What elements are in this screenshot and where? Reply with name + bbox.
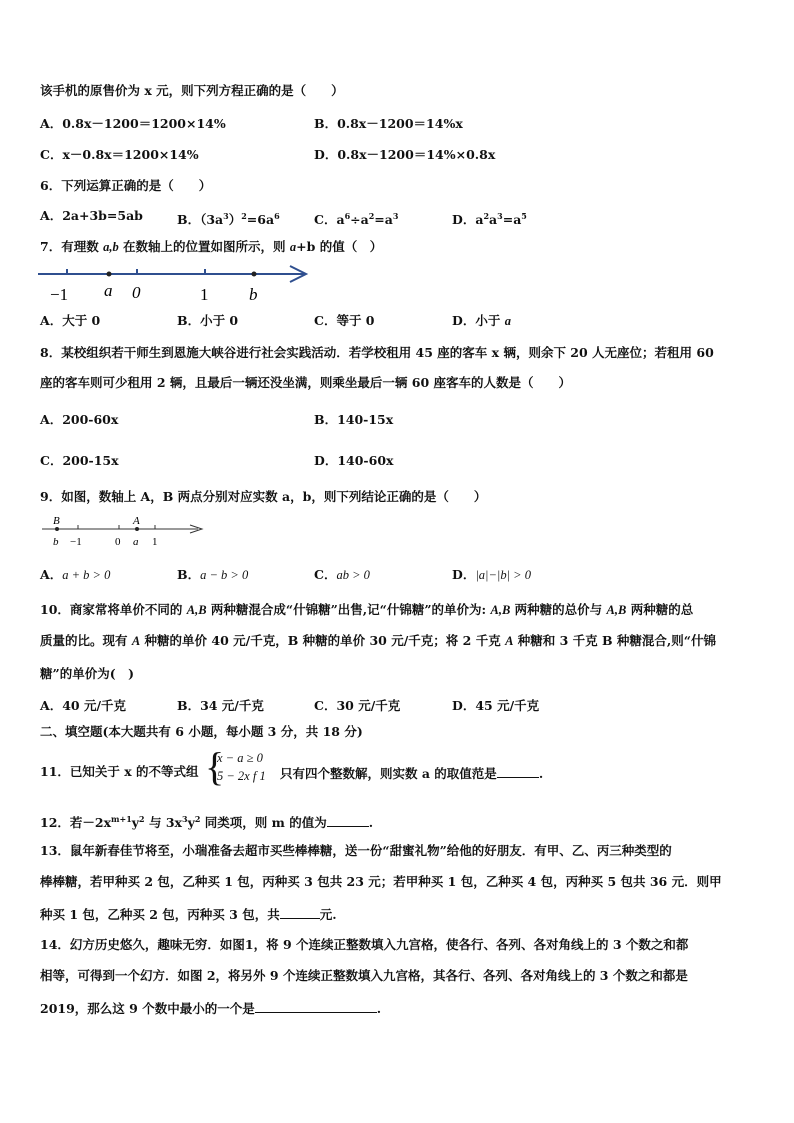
- q9-stem: 9．如图，数轴上 A，B 两点分别对应实数 a，b，则下列结论正确的是（ ）: [40, 489, 487, 504]
- label-0: 0: [115, 536, 121, 548]
- q5-option-d: D．0.8x－1200＝14%×0.8x: [314, 147, 496, 162]
- section-2-heading: 二、填空题(本大题共有 6 小题，每小题 3 分，共 18 分): [40, 724, 363, 739]
- q10-stem-line2: 质量的比。现有 A 种糖的单价 40 元/千克，B 种糖的单价 30 元/千克；将 2 千克 A 种糖和 3 千克 B 种糖混合,则“什锦: [40, 633, 716, 648]
- inequality-1: x − a ≥ 0: [217, 751, 263, 765]
- point-a: [135, 527, 139, 531]
- q5-option-b: B．0.8x－1200＝14%x: [314, 116, 463, 131]
- q5-option-a: A．0.8x－1200＝1200×14%: [40, 116, 226, 131]
- q12-stem: 12．若$-2x^{m+1}y^2$ 与 $3x^3y^2$ 同类项，则 m 的值为 .: [40, 814, 374, 831]
- label-0: 0: [132, 283, 141, 302]
- point-a: [107, 272, 112, 277]
- label-neg1: −1: [50, 285, 69, 304]
- number-line-figure-9: [40, 512, 210, 552]
- answer-blank[interactable]: [280, 904, 320, 919]
- q7-option-a: A．大于 0: [40, 313, 101, 328]
- q6-option-d: D．$a^2a^3=a^5$: [452, 211, 527, 228]
- label-a: a: [133, 536, 139, 548]
- q14-stem-line1: 14．幻方历史悠久，趣味无穷．如图1，将 9 个连续正整数填入九宫格，使各行、各列、各对角线上的 3 个数之和都: [40, 937, 689, 952]
- q6-stem: 6．下列运算正确的是（ ）: [40, 178, 212, 193]
- q10-option-b: B．34 元/千克: [177, 698, 264, 713]
- q7-option-d: D．小于 a: [452, 313, 511, 328]
- label-B: B: [53, 515, 60, 527]
- label-b: b: [53, 536, 59, 548]
- q7-stem: 7．有理数 a,b 在数轴上的位置如图所示，则 a+b 的值（ ）: [40, 239, 383, 254]
- q9-option-b: B．a − b > 0: [177, 567, 249, 582]
- q11-stem-tail: 只有四个整数解，则实数 a 的取值范是 .: [280, 763, 543, 783]
- label-neg1: −1: [70, 536, 82, 548]
- q9-option-c: C．ab > 0: [314, 567, 370, 582]
- point-b: [55, 527, 59, 531]
- q6-option-b: B．$(3a^3)^2=6a^6$: [177, 211, 280, 228]
- q10-option-d: D．45 元/千克: [452, 698, 540, 713]
- q14-stem-line2: 相等，可得到一个幻方．如图 2，将另外 9 个连续正整数填入九宫格，其各行、各列、各对角线上的 3 个数之和都是: [40, 968, 688, 983]
- q7-option-b: B．小于 0: [177, 313, 239, 328]
- point-b: [252, 272, 257, 277]
- q13-stem-line3: 种买 1 包，乙种买 2 包，丙种买 3 包，共 元.: [40, 904, 337, 924]
- q9-option-a: A．a + b > 0: [40, 567, 111, 582]
- q6-option-a: A．2a+3b=5ab: [40, 208, 143, 223]
- q13-stem-line2: 棒棒糖，若甲种买 2 包，乙种买 1 包，丙种买 3 包共 23 元；若甲种买 1 包，乙种买 4 包，丙种买 5 包共 36 元．则甲: [40, 874, 722, 889]
- q14-stem-line3: 2019，那么这 9 个数中最小的一个是 .: [40, 998, 381, 1018]
- brace-icon: {: [205, 744, 225, 789]
- label-1: 1: [152, 536, 158, 548]
- label-1: 1: [200, 285, 209, 304]
- q13-stem-line1: 13．鼠年新春佳节将至，小瑞准备去超市买些棒棒糖，送一份“甜蜜礼物”给他的好朋友．有甲、乙、丙三种类型的: [40, 843, 672, 858]
- q8-stem-line1: 8．某校组织若干师生到恩施大峡谷进行社会实践活动．若学校租用 45 座的客车 x 辆，则余下 20 人无座位；若租用 60: [40, 345, 714, 360]
- number-line-figure-7: [36, 262, 316, 306]
- q8-option-d: D．140-60x: [314, 453, 394, 468]
- q6-option-c: C．$a^6\div a^2=a^3$: [314, 211, 399, 228]
- q8-option-c: C．200-15x: [40, 453, 119, 468]
- q5-stem-tail: 该手机的原售价为 x 元，则下列方程正确的是（ ）: [40, 83, 344, 98]
- label-a: a: [104, 281, 113, 300]
- answer-blank[interactable]: [327, 812, 369, 827]
- answer-blank[interactable]: [255, 998, 377, 1013]
- label-b: b: [249, 285, 258, 304]
- q10-option-c: C．30 元/千克: [314, 698, 401, 713]
- q8-option-a: A．200-60x: [40, 412, 119, 427]
- q10-stem-line3: 糖”的单价为( ): [40, 666, 135, 681]
- q10-stem-line1: 10．商家常将单价不同的 A,B 两种糖混合成“什锦糖”出售,记“什锦糖”的单价为: A,B 两种糖的总价与 A,B 两种糖的总: [40, 602, 694, 617]
- q5-option-c: C．x－0.8x＝1200×14%: [40, 147, 199, 162]
- inequality-2: 5 − 2x f 1: [217, 769, 266, 783]
- q9-option-d: D．|a|−|b| > 0: [452, 567, 531, 582]
- label-A: A: [133, 515, 140, 527]
- answer-blank[interactable]: [497, 763, 539, 778]
- q11-stem: 11．已知关于 x 的不等式组: [40, 764, 199, 779]
- q8-stem-line2: 座的客车则可少租用 2 辆，且最后一辆还没坐满，则乘坐最后一辆 60 座客车的人数是（ ）: [40, 375, 572, 390]
- q8-option-b: B．140-15x: [314, 412, 394, 427]
- q10-option-a: A．40 元/千克: [40, 698, 127, 713]
- q11-inequality-system: [205, 744, 285, 791]
- q7-option-c: C．等于 0: [314, 313, 375, 328]
